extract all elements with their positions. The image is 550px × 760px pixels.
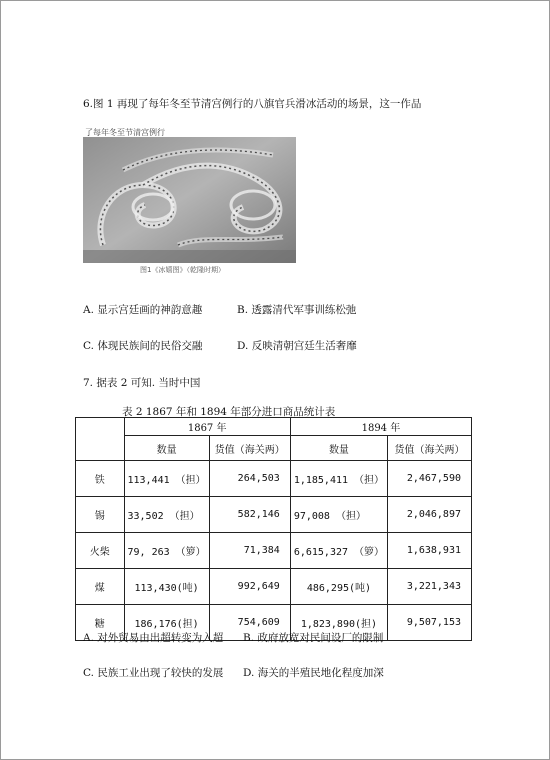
import-goods-table [75, 417, 472, 641]
row-name: 锡 [76, 497, 125, 533]
q6-option-a[interactable]: A. 显示宫廷画的神韵意趣 [83, 304, 203, 316]
row-val-1894: 1,638,931 [388, 533, 472, 569]
q7-option-d[interactable]: D. 海关的半殖民地化程度加深 [243, 667, 384, 679]
row-qty-1894: 97,008 （担） [290, 497, 387, 533]
q7-option-a[interactable]: A. 对外贸易由出超转变为入超 [83, 632, 224, 644]
row-qty-1867: 113,441 （担） [124, 461, 209, 497]
row-qty-1867: 113,430(吨) [124, 569, 209, 605]
header-val-1867: 货值（海关两） [209, 436, 290, 461]
q6-option-d[interactable]: D. 反映清朝宫廷生活奢靡 [237, 340, 357, 352]
figure-1-ice-skating-painting [83, 125, 296, 263]
q6-option-c[interactable]: C. 体现民族间的民俗交融 [83, 340, 203, 352]
figure-top-text: 了每年冬至节清宫例行 [85, 128, 165, 137]
row-qty-1867: 186,176(担) [124, 605, 209, 641]
row-val-1894: 3,221,343 [388, 569, 472, 605]
row-val-1867: 71,384 [209, 533, 290, 569]
header-qty-1867: 数量 [124, 436, 209, 461]
row-qty-1894: 6,615,327 （箩） [290, 533, 387, 569]
table-row [76, 533, 472, 569]
table-corner-cell [76, 418, 125, 461]
table-row [76, 497, 472, 533]
row-qty-1894: 1,823,890(担) [290, 605, 387, 641]
q7-option-b[interactable]: B. 政府放宽对民间设厂的限制 [243, 632, 384, 644]
table-row [76, 461, 472, 497]
row-val-1867: 992,649 [209, 569, 290, 605]
row-val-1867: 582,146 [209, 497, 290, 533]
header-qty-1894: 数量 [290, 436, 387, 461]
row-name: 煤 [76, 569, 125, 605]
question-6-stem: 6.图 1 再现了每年冬至节清宫例行的八旗官兵滑冰活动的场景，这一作品 [83, 98, 422, 110]
question-7-stem: 7. 据表 2 可知. 当时中国 [83, 377, 201, 389]
row-val-1894: 2,467,590 [388, 461, 472, 497]
row-qty-1867: 33,502 （担） [124, 497, 209, 533]
row-val-1894: 2,046,897 [388, 497, 472, 533]
row-name: 糖 [76, 605, 125, 641]
row-val-1894: 9,507,153 [388, 605, 472, 641]
table-2-title: 表 2 1867 年和 1894 年部分进口商品统计表 [122, 406, 336, 418]
row-qty-1894: 1,185,411 （担） [290, 461, 387, 497]
row-val-1867: 264,503 [209, 461, 290, 497]
table-row [76, 569, 472, 605]
row-val-1867: 754,609 [209, 605, 290, 641]
q7-option-c[interactable]: C. 民族工业出现了较快的发展 [83, 667, 224, 679]
header-val-1894: 货值（海关两） [388, 436, 472, 461]
row-qty-1894: 486,295(吨) [290, 569, 387, 605]
row-name: 火柴 [76, 533, 125, 569]
figure-1-caption: 图1《冰嬉图》（乾隆时期） [140, 266, 225, 274]
row-qty-1867: 79, 263 （箩） [124, 533, 209, 569]
row-name: 铁 [76, 461, 125, 497]
painting-image [83, 125, 296, 263]
header-year-1894: 1894 年 [290, 418, 471, 436]
q6-option-b[interactable]: B. 透露清代军事训练松弛 [237, 304, 357, 316]
header-year-1867: 1867 年 [124, 418, 290, 436]
